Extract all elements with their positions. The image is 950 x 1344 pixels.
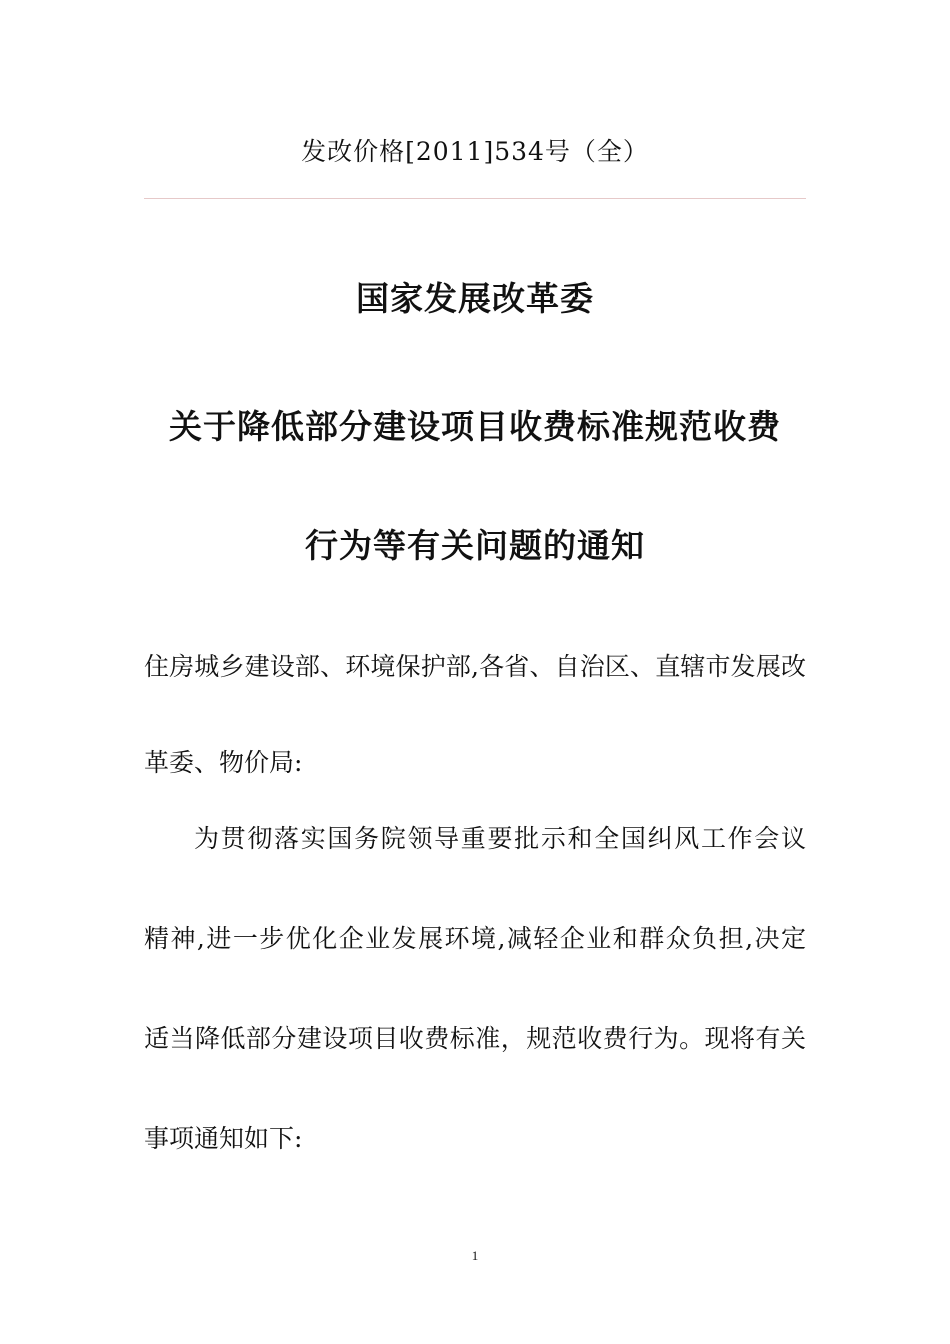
paragraph-line-4: 事项通知如下: xyxy=(144,1124,303,1153)
paragraph-line-2: 精神,进一步优化企业发展环境,减轻企业和群众负担,决定 xyxy=(144,924,806,953)
document-number-header: 发改价格[2011]534号（全） xyxy=(301,137,649,166)
addressee-line-2: 革委、物价局: xyxy=(144,748,303,777)
addressee-line-1: 住房城乡建设部、环境保护部,各省、自治区、直辖市发展改 xyxy=(144,652,806,681)
page-number: 1 xyxy=(471,1248,479,1263)
paragraph-line-1: 为贯彻落实国务院领导重要批示和全国纠风工作会议 xyxy=(194,824,806,853)
title-line-1: 国家发展改革委 xyxy=(356,279,594,318)
header-divider xyxy=(144,198,806,199)
paragraph-line-3: 适当降低部分建设项目收费标准，规范收费行为。现将有关 xyxy=(144,1024,806,1053)
title-line-2: 关于降低部分建设项目收费标准规范收费 xyxy=(169,407,781,446)
title-line-3: 行为等有关问题的通知 xyxy=(305,526,645,565)
